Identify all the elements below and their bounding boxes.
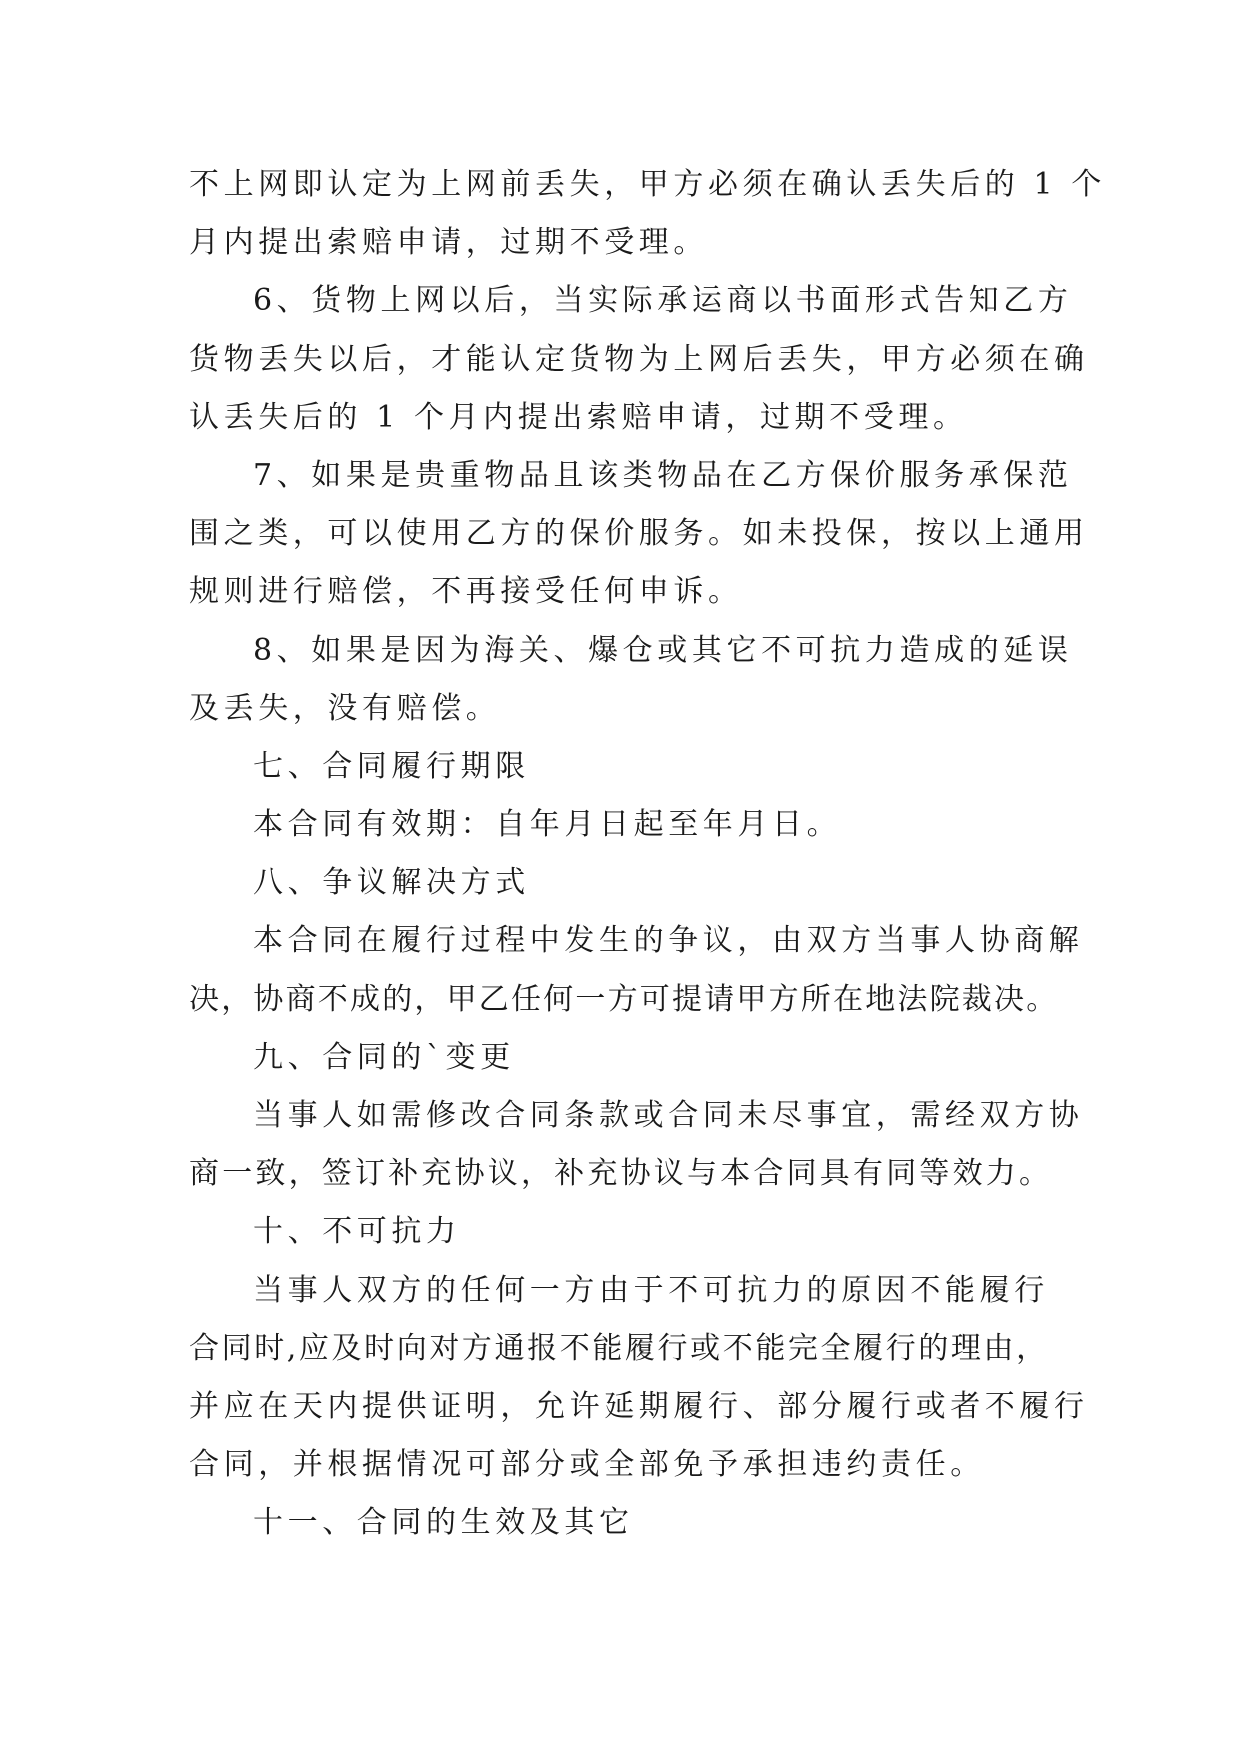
text-line: 货物丢失以后，才能认定货物为上网后丢失，甲方必须在确: [189, 341, 1089, 377]
text-line: 本合同在履行过程中发生的争议，由双方当事人协商解: [253, 923, 1084, 959]
clause-6-line: 6、货物上网以后，当实际承运商以书面形式告知乙方: [253, 283, 1073, 319]
clause-7-line: 7、如果是贵重物品且该类物品在乙方保价服务承保范: [253, 457, 1073, 493]
text-line: 当事人如需修改合同条款或合同未尽事宜，需经双方协: [253, 1098, 1084, 1133]
section-heading-7: 七、合同履行期限: [253, 748, 530, 784]
text-line: 月内提出索赔申请，过期不受理。: [189, 225, 708, 261]
text-line: 围之类，可以使用乙方的保价服务。如未投保，按以上通用: [189, 516, 1089, 552]
text-line: 认丢失后的 1 个月内提出索赔申请，过期不受理。: [189, 399, 968, 435]
document-body: [189, 156, 1106, 1553]
section-heading-9: 九、合同的`变更: [253, 1039, 515, 1075]
text-line: 当事人双方的任何一方由于不可抗力的原因不能履行: [253, 1272, 1049, 1308]
section-heading-10: 十、不可抗力: [253, 1214, 461, 1250]
text-line: 商一致，签订补充协议，补充协议与本合同具有同等效力。: [189, 1156, 1053, 1192]
section-heading-11: 十一、合同的生效及其它: [253, 1505, 634, 1541]
text-line: 并应在天内提供证明，允许延期履行、部分履行或者不履行: [189, 1388, 1089, 1424]
text-line: 及丢失，没有赔偿。: [189, 690, 501, 726]
text-line: 不上网即认定为上网前丢失，甲方必须在确认丢失后的 1 个: [189, 167, 1106, 202]
text-line: 合同，并根据情况可部分或全部免予承担违约责任。: [189, 1447, 985, 1483]
text-line: 本合同有效期：自年月日起至年月日。: [253, 807, 842, 843]
text-line: 决，协商不成的，甲乙任何一方可提请甲方所在地法院裁决。: [189, 981, 1059, 1017]
text-line: 规则进行赔偿，不再接受任何申诉。: [189, 574, 743, 610]
clause-8-line: 8、如果是因为海关、爆仓或其它不可抗力造成的延误: [253, 632, 1073, 668]
section-heading-8: 八、争议解决方式: [253, 865, 530, 901]
text-line: 合同时,应及时向对方通报不能履行或不能完全履行的理由，: [189, 1330, 1049, 1366]
